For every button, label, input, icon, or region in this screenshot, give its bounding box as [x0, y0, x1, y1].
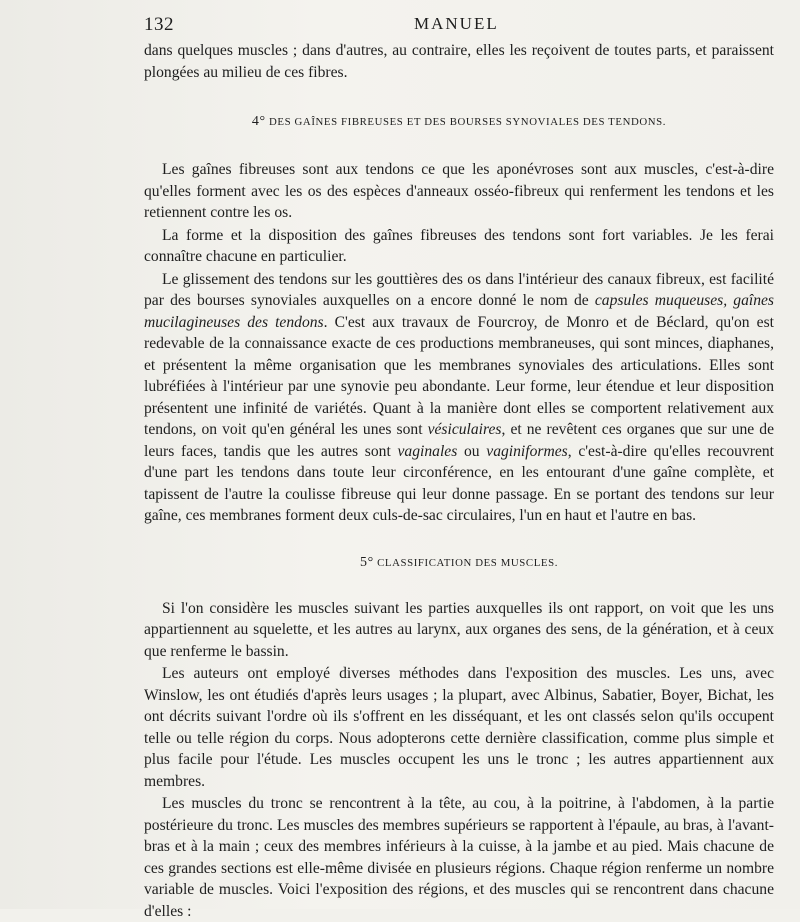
section-title: CLASSIFICATION DES MUSCLES. [377, 556, 558, 569]
italic-term: vaginales [397, 442, 458, 460]
italic-term: vésiculaires [427, 421, 502, 438]
page-number: 132 [144, 14, 174, 35]
section-title: DES GAÎNES FIBREUSES ET DES BOURSES SYNOVIALES DES TENDONS. [269, 116, 667, 128]
text-run: , c'est-à-dire qu'elles recouvrent d'une part les tendons dans toute leur circonférence, en les entourant d'une gaîne complète, et tapissent de l'autre la coulisse fibreuse qui leur donne passage. En se portant des tendons sur leur gaîne, ces membranes forment deux culs-de-sac circulaires, l'un en haut et l'autre en bas. [144, 442, 774, 524]
paragraph: Les auteurs ont employé diverses méthodes dans l'exposition des muscles. Les uns, avec Winslow, les ont étudiés d'après leurs usages ; la plupart, avec Albinus, Sabatier, Boyer, Bichat, les ont décrits suivant l'ordre où ils s'offrent en les disséquant, et les ont classés selon qu'ils occupent telle ou telle région du corps. Nous adopterons cette dernière classification, comme plus simple et plus facile pour l'étude. Les muscles occupent les uns le tronc ; les autres appartiennent aux membres. [144, 665, 774, 790]
italic-term: vaginiformes [486, 442, 568, 460]
paragraph: La forme et la disposition des gaînes fibreuses des tendons sont fort variables. Je les ferai connaître chacune en particulier. [144, 226, 774, 265]
paragraph: Si l'on considère les muscles suivant les parties auxquelles ils ont rapport, on voit que les uns appartiennent au squelette, et les autres au larynx, aux organes des sens, de la génération, et à ceux que renferme le bassin. [144, 599, 774, 660]
section-heading-5 [144, 556, 774, 570]
page-header [144, 14, 772, 38]
paragraph: Les gaînes fibreuses sont aux tendons ce que les aponévroses sont aux muscles, c'est-à-dire qu'elles forment avec les os des espèces d'anneaux osséo-fibreux qui renferment les tendons et les retiennent contre les os. [144, 161, 774, 221]
text-run: ou [457, 442, 487, 460]
italic-term: capsules muqueuses, gaînes mucilagineuses des tendons [144, 292, 774, 331]
text-run: . C'est aux travaux de Fourcroy, de Monro et de Béclard, qu'on est redevable de la connaissance exacte de ces productions membraneuses, qui sont minces, diaphanes, et présentent la même organisation que les membranes synoviales des articulations. Elles sont lubréfiées à l'intérieur par une synovie peu abondante. Leur forme, leur étendue et leur disposition présentent une infinité de variétés. Quant à la manière dont elles se comportent relativement aux tendons, on voit qu'en général les unes sont [144, 313, 774, 438]
paragraph [144, 269, 774, 527]
section-heading-4 [144, 115, 774, 129]
paragraph: Les muscles du tronc se rencontrent à la tête, au cou, à la poitrine, à l'abdomen, à la partie postérieure du tronc. Les muscles des membres supérieurs se rapportent à l'épaule, au bras, à l'avant-bras et à la main ; ceux des membres inférieurs à la cuisse, à la jambe et au pied. Mais chacune de ces grandes sections est elle-même divisée en plusieurs régions. Chaque région renferme un nombre variable de muscles. Voici l'exposition des régions, et des muscles qui se rencontrent dans chacune d'elles : [144, 795, 774, 920]
running-head: MANUEL [414, 14, 499, 33]
section-number: 4° [251, 114, 266, 129]
text-run: , et ne revêtent ces organes que sur une de leurs faces, tandis que les autres sont [144, 421, 774, 460]
paragraph-continued: dans quelques muscles ; dans d'autres, au contraire, elles les reçoivent de toutes parts, et paraissent plongées au milieu de ces fibres. [144, 42, 774, 81]
section-number: 5° [359, 554, 374, 570]
text-run: Le glissement des tendons sur les gouttières des os dans l'intérieur des canaux fibreux, est facilité par des bourses synoviales auxquelles on a encore donné le nom de [144, 270, 774, 309]
page-body [144, 40, 774, 922]
